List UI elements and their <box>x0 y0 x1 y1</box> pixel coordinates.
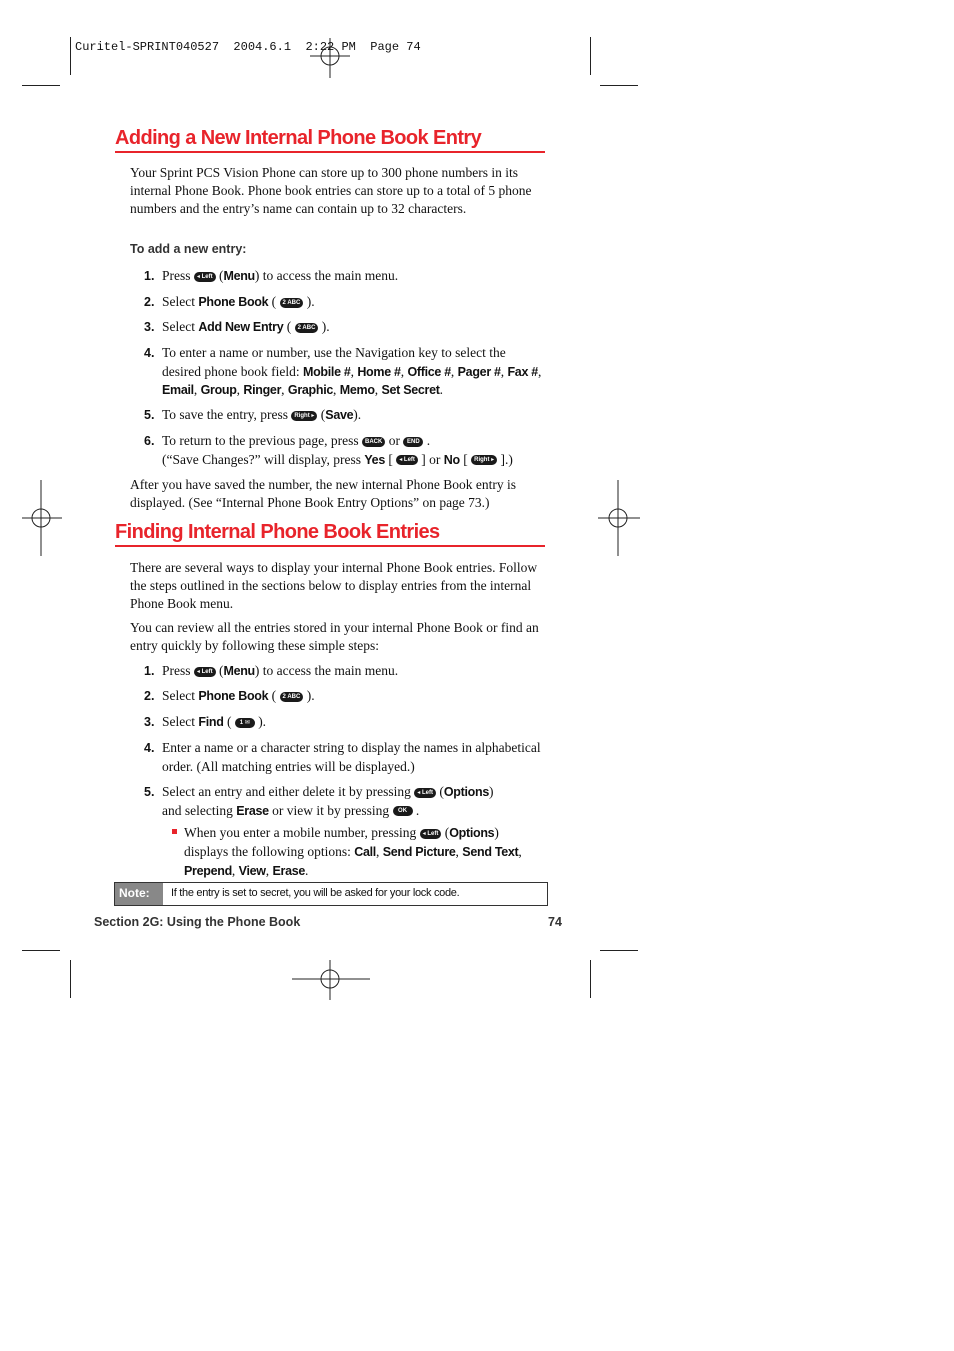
bullet-square-icon <box>172 829 177 834</box>
step-item: 4. Enter a name or a character string to display the names in alphabetical order. (All matching entries will be displayed.) <box>144 740 541 774</box>
key-2-icon: 2 ABC <box>280 692 304 702</box>
step-number: 4. <box>144 741 155 755</box>
crop-mark <box>600 950 638 951</box>
key-1-icon: 1 ✉ <box>235 718 255 728</box>
section-heading: Adding a New Internal Phone Book Entry <box>115 126 545 153</box>
section-heading: Finding Internal Phone Book Entries <box>115 520 545 547</box>
crop-mark <box>70 960 71 998</box>
page-number: 74 <box>548 915 562 929</box>
registration-mark-icon <box>292 960 370 1000</box>
step-item: 4. To enter a name or number, use the Navigation key to select the desired phone book field: Mobile #, Home #, Office #, Pager #, Fax #, Email, Group, Ringer, Graphic, Memo, Set Secret. <box>144 345 542 397</box>
step-number: 5. <box>144 785 155 799</box>
right-softkey-icon: Right ▸ <box>291 411 317 421</box>
step-item: 5. To save the entry, press Right ▸ (Save). <box>144 406 544 425</box>
step-item: 1. Press ◂ Left (Menu) to access the main menu. <box>144 662 544 681</box>
step-number: 1. <box>144 269 155 283</box>
bullet-item: When you enter a mobile number, pressing ◂ Left (Options) displays the following options: Call, Send Picture, Send Text, Prepend, View, Erase. <box>172 824 544 880</box>
registration-mark-icon <box>22 480 62 556</box>
left-softkey-icon: ◂ Left <box>420 829 442 839</box>
intro-paragraph: There are several ways to display your internal Phone Book entries. Follow the steps outlined in the sections below to display entries from the internal Phone Book menu. <box>130 560 538 611</box>
step-number: 3. <box>144 320 155 334</box>
step-item: 2. Select Phone Book ( 2 ABC ). <box>144 293 544 312</box>
step-number: 6. <box>144 434 155 448</box>
crop-mark <box>22 85 60 86</box>
note-text: If the entry is set to secret, you will be asked for your lock code. <box>171 887 460 899</box>
note-label: Note: <box>115 883 163 905</box>
footer-section: Section 2G: Using the Phone Book <box>94 915 301 929</box>
left-softkey-icon: ◂ Left <box>414 788 436 798</box>
step-item: 3. Select Add New Entry ( 2 ABC ). <box>144 318 544 337</box>
step-item: 2. Select Phone Book ( 2 ABC ). <box>144 687 544 706</box>
left-softkey-icon: ◂ Left <box>194 667 216 677</box>
left-softkey-icon: ◂ Left <box>396 455 418 465</box>
step-number: 2. <box>144 295 155 309</box>
crop-mark <box>590 37 591 75</box>
right-softkey-icon: Right ▸ <box>471 455 497 465</box>
note-box <box>114 882 548 906</box>
step-number: 2. <box>144 689 155 703</box>
key-2-icon: 2 ABC <box>280 298 304 308</box>
key-2-icon: 2 ABC <box>295 323 319 333</box>
intro-paragraph: You can review all the entries stored in your internal Phone Book or find an entry quickly by following these simple steps: <box>130 620 539 653</box>
left-softkey-icon: ◂ Left <box>194 272 216 282</box>
subheading: To add a new entry: <box>130 242 247 256</box>
step-number: 1. <box>144 664 155 678</box>
crop-mark <box>600 85 638 86</box>
ok-key-icon: OK <box>393 806 413 816</box>
crop-mark <box>590 960 591 998</box>
step-item: 1. Press ◂ Left (Menu) to access the main menu. <box>144 267 544 286</box>
step-number: 5. <box>144 408 155 422</box>
end-key-icon: END <box>403 437 423 447</box>
after-paragraph: After you have saved the number, the new internal Phone Book entry is displayed. (See “Internal Phone Book Entry Options” on page 73.) <box>130 477 516 510</box>
back-key-icon: BACK <box>362 437 385 447</box>
crop-mark <box>70 37 71 75</box>
step-number: 4. <box>144 346 155 360</box>
step-number: 3. <box>144 715 155 729</box>
crop-header: Curitel-SPRINT040527 2004.6.1 2:22 PM Page 74 <box>75 40 421 54</box>
step-item: 3. Select Find ( 1 ✉ ). <box>144 713 544 732</box>
crop-mark <box>22 950 60 951</box>
step-item: 5. Select an entry and either delete it by pressing ◂ Left (Options) and selecting Erase or view it by pressing OK . <box>144 784 494 818</box>
registration-mark-icon <box>598 480 640 556</box>
intro-paragraph: Your Sprint PCS Vision Phone can store up to 300 phone numbers in its internal Phone Book. Phone book entries can store up to a total of 5 phone numbers and the entry’s name can contain up to 32 characters. <box>130 165 532 216</box>
step-item: 6. To return to the previous page, press BACK or END . (“Save Changes?” will display, press Yes [ ◂ Left ] or No [ Right ▸ ].) <box>144 433 513 467</box>
